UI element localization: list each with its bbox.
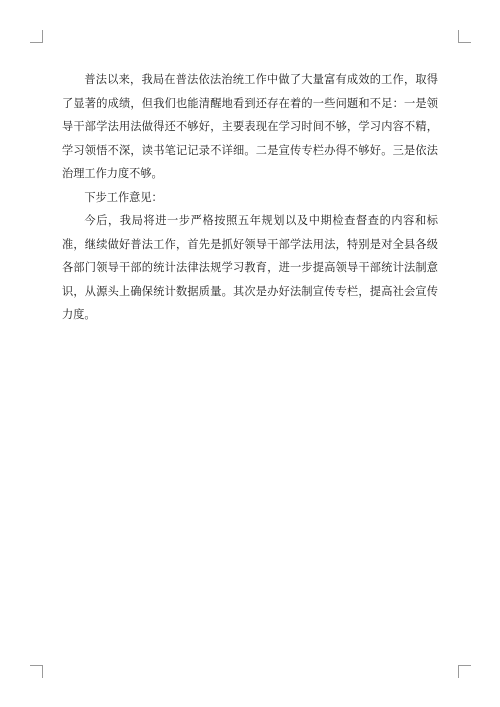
paragraph-next-steps-heading: 下步工作意见： xyxy=(84,190,163,204)
crop-mark-top-left xyxy=(30,30,43,43)
crop-mark-bottom-left xyxy=(30,665,43,678)
crop-mark-bottom-right xyxy=(458,665,471,678)
paragraph-next-steps: 今后，我局将进一步严格按照五年规划以及中期检查督查的内容和标准，继续做好普法工作，首先是抓好领导干部学法用法，特别是对全县各级各部门领导干部的统计法律法规学习教育，进一步提高领导干部统计法制意识，从源头上确保统计数据质量。其次是办好法制宣传专栏，提高社会宣传力度。 xyxy=(62,214,438,321)
crop-mark-top-right xyxy=(458,30,471,43)
paragraph-summary: 普法以来，我局在普法依法治统工作中做了大量富有成效的工作，取得了显著的成绩，但我们也能清醒地看到还存在着的一些问题和不足：一是领导干部学法用法做得还不够好，主要表现在学习时间不够，学习内容不精，学习领悟不深，读书笔记记录不详细。二是宣传专栏办得不够好。三是依法治理工作力度不够。 xyxy=(62,73,438,180)
document-body xyxy=(62,68,438,327)
